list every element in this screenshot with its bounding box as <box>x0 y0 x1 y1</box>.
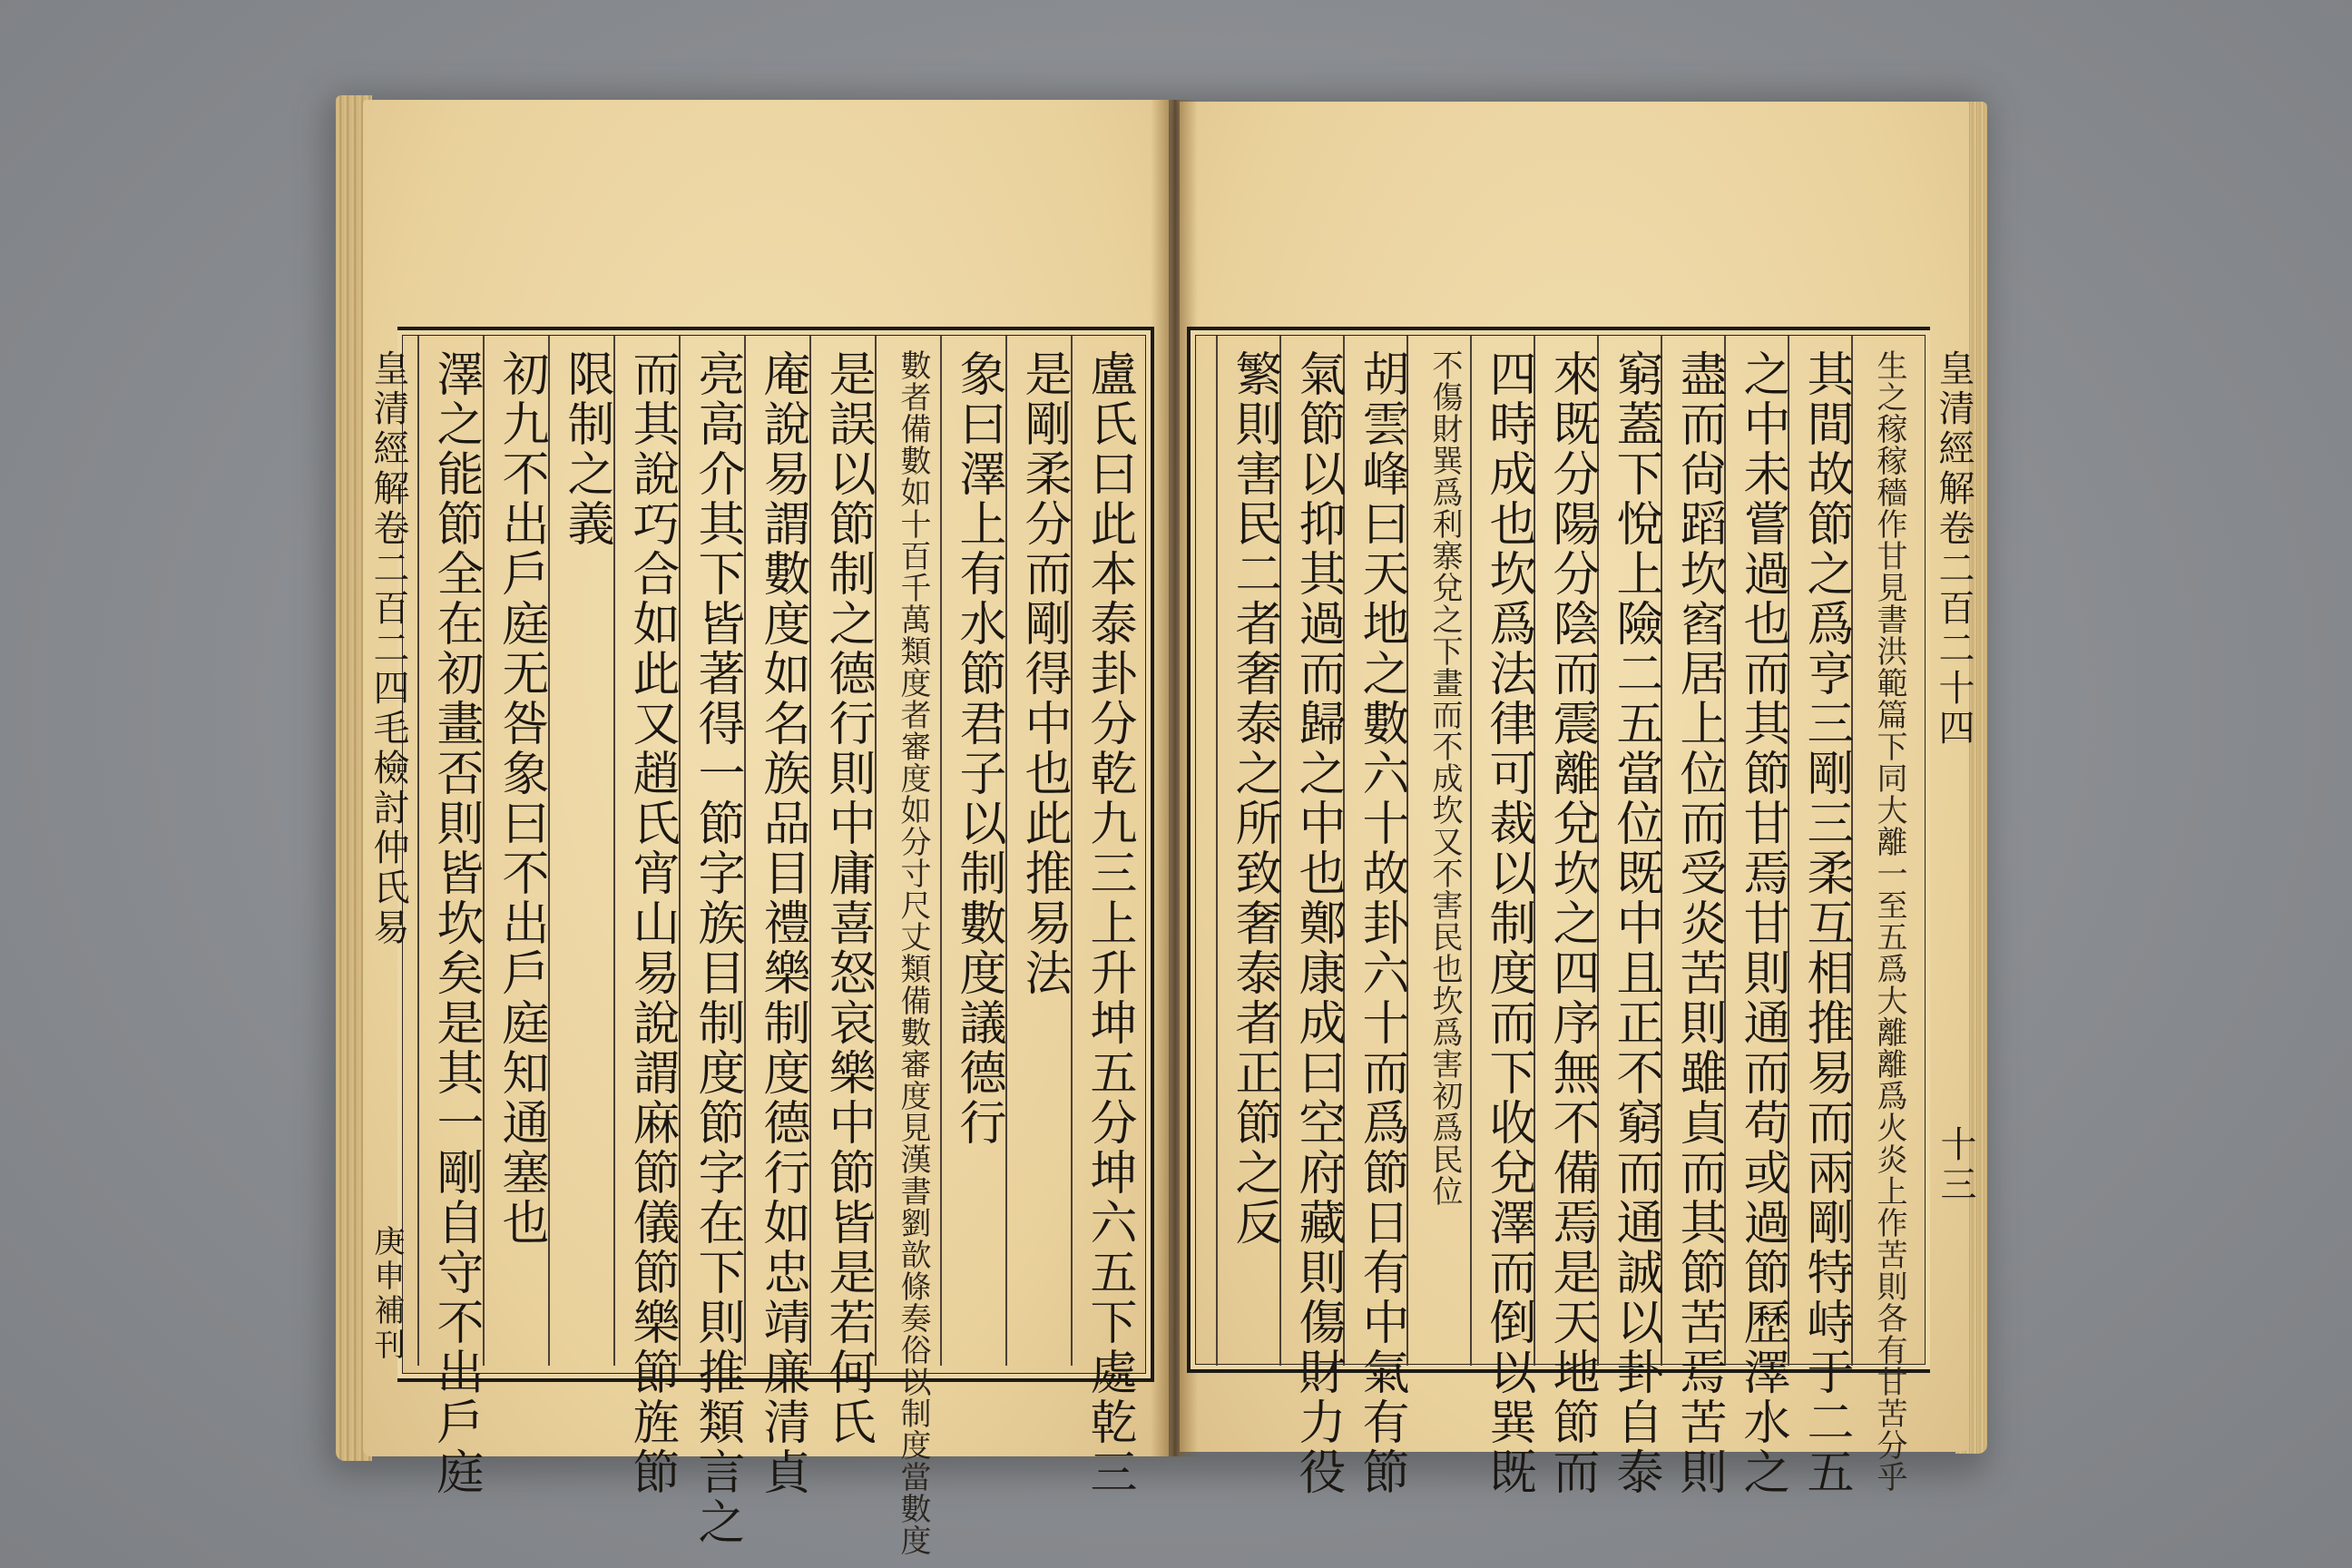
right-text-column: 四時成也坎爲法律可裁以制度而下收兌澤而倒以巽既 <box>1481 349 1535 1497</box>
left-text-column: 數者備數如十百千萬類度者審度如分寸尺丈類備數審度見漢書劉歆條奏俗以制度當數度 <box>895 349 931 1556</box>
right-text-column: 繁則害民二者奢泰之所致奢泰者正節之反 <box>1227 349 1281 1248</box>
right-text-column: 之中未嘗過也而其節甘焉甘則通而苟或過節歷澤水之 <box>1735 349 1789 1497</box>
right-text-column: 不傷財巽爲利寨兌之下畫而不成坎又不害民也坎爲害初爲民位 <box>1426 349 1463 1207</box>
left-text-column: 限制之義 <box>559 349 613 549</box>
left-text-column: 初九不出戶庭无咎象曰不出戶庭知通塞也 <box>494 349 548 1248</box>
left-text-column: 象曰澤上有水節君子以制數度議德行 <box>951 349 1005 1148</box>
right-column-rule <box>1216 336 1218 1366</box>
left-text-column: 而其說巧合如此又趙氏宵山易說謂麻節儀節樂節旌節 <box>624 349 679 1497</box>
left-text-column: 盧氏曰此本泰卦分乾九三上升坤五分坤六五下處乾三 <box>1082 349 1136 1497</box>
right-corner-mark: 十三 <box>1935 1125 1976 1205</box>
left-text-column: 是剛柔分而剛得中也此推易法 <box>1016 349 1071 998</box>
right-text-column: 盡而尙蹈坎窞居上位而受炎苦則雖貞而其節苦焉苦則 <box>1671 349 1726 1497</box>
right-text-column: 胡雲峰曰天地之數六十故卦六十而爲節日有中氣有節 <box>1354 349 1408 1497</box>
right-text-column: 生之稼稼穡作甘見書洪範篇下同大離一至五爲大離離爲火炎上作苦則各有甘苦分乎 <box>1871 349 1907 1493</box>
right-text-column: 氣節以抑其過而歸之中也鄭康成曰空府藏則傷財力役 <box>1290 349 1345 1497</box>
left-text-column: 庵說易謂數度如名族品目禮樂制度德行如忠靖廉清貞 <box>755 349 809 1497</box>
right-text-column: 來既分陽分陰而震離兌坎之四序無不備焉是天地節而 <box>1544 349 1599 1497</box>
right-text-column: 窮蓋下悅上險二五當位既中且正不窮而通誠以卦自泰 <box>1608 349 1662 1497</box>
left-running-title: 皇清經解卷二百二四毛檢討仲氏易 <box>368 349 409 948</box>
left-text-column: 亮高介其下皆著得一節字族目制度節字在下則推類言之 <box>690 349 744 1547</box>
right-running-title: 皇清經解卷二百二十四 <box>1933 349 1975 749</box>
left-text-column: 是誤以節制之德行則中庸喜怒哀樂中節皆是若何氏 <box>820 349 875 1447</box>
left-text-column: 澤之能節全在初畫否則皆坎矣是其一剛自守不出戶庭 <box>428 349 483 1497</box>
left-column-rule <box>417 336 419 1366</box>
right-text-column: 其間故節之爲亨三剛三柔互相推易而兩剛特峙于二五 <box>1798 349 1853 1497</box>
left-corner-mark: 庚申補刊 <box>368 1225 405 1363</box>
